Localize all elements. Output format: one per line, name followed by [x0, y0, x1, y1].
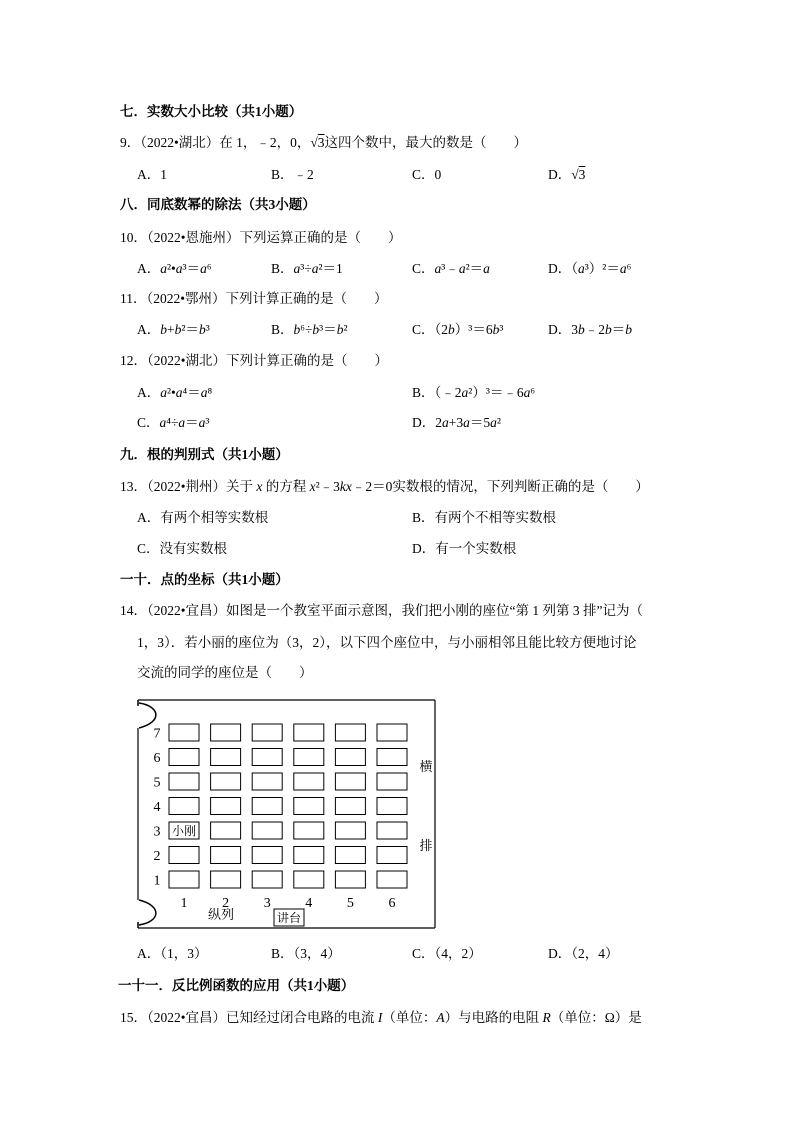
radicand: 3 [578, 167, 586, 182]
math-variable: a [293, 261, 301, 276]
question-stem: 10．（2022•恩施州）下列运算正确的是（ ） [120, 230, 402, 245]
desk [377, 724, 407, 741]
desk [252, 749, 282, 766]
desk [211, 773, 241, 790]
math-variable: a [178, 415, 186, 430]
desk [377, 847, 407, 864]
option-text: 3b﹣2b＝b [571, 322, 632, 337]
math-variable: R [542, 1010, 551, 1025]
question-stem: 12．（2022•湖北）下列计算正确的是（ ） [120, 353, 388, 368]
desk [294, 847, 324, 864]
question-stem: 15．（2022•宜昌）已知经过闭合电路的电流 I（单位：A）与电路的电阻 R（单位：Ω）是 [120, 1010, 642, 1025]
option-label: D． [548, 946, 572, 961]
desk [335, 871, 365, 888]
desk [169, 749, 199, 766]
desk [377, 871, 407, 888]
desk [335, 798, 365, 815]
option-label: A． [137, 261, 161, 276]
math-variable: b [578, 322, 585, 337]
option-text: 有两个相等实数根 [160, 510, 269, 525]
option-text: （2，4） [571, 946, 619, 961]
option-b [412, 510, 556, 526]
radicand: 3 [317, 135, 325, 150]
question-stem: 14．（2022•宜昌）如图是一个教室平面示意图，我们把小刚的座位“第 1 列第 3 排”记为（ [120, 603, 643, 618]
math-variable: a [619, 261, 627, 276]
math-variable: a [175, 385, 183, 400]
desk [211, 798, 241, 815]
desk [335, 847, 365, 864]
math-variable: a [175, 261, 183, 276]
option-label: C． [412, 946, 435, 961]
option-a [137, 510, 268, 526]
math-variable: a [523, 385, 531, 400]
math-variable: a [160, 385, 167, 400]
option-b [271, 167, 314, 183]
option-a [137, 322, 210, 338]
option-text: b⁶÷b³＝b² [293, 322, 348, 337]
option-text: （﹣2a²）³＝﹣6a⁶ [434, 385, 536, 400]
option-text: ﹣2 [293, 167, 314, 182]
option-d [548, 322, 632, 338]
desk [294, 724, 324, 741]
math-variable: b [293, 322, 301, 337]
option-text: a²•a³＝a⁶ [160, 261, 212, 276]
square-root: √3 [571, 167, 586, 182]
desk [211, 871, 241, 888]
option-a [137, 167, 167, 183]
math-variable: k [339, 479, 346, 494]
option-a [137, 385, 212, 401]
math-variable: a [442, 415, 449, 430]
question-stem: 11．（2022•鄂州）下列计算正确的是（ ） [120, 291, 388, 306]
option-label: B． [271, 322, 294, 337]
bottom-door-icon [138, 900, 156, 928]
section-heading: 七．实数大小比较（共1小题） [120, 104, 303, 119]
column-label: 6 [388, 896, 396, 911]
option-d [548, 946, 619, 962]
section-heading: 九．根的判别式（共1小题） [120, 447, 289, 462]
desk [252, 822, 282, 839]
math-variable: a [159, 415, 167, 430]
desk [377, 749, 407, 766]
option-text: （1，3） [160, 946, 208, 961]
option-c [137, 541, 227, 557]
math-variable: a [461, 385, 469, 400]
option-text: （2b）³＝6b³ [434, 322, 504, 337]
desk [294, 871, 324, 888]
math-variable: a [200, 385, 208, 400]
option-text: a³÷a²＝1 [293, 261, 343, 276]
row-label: 6 [153, 751, 161, 766]
math-variable: a [463, 415, 470, 430]
desk [211, 724, 241, 741]
section-heading: 一十．点的坐标（共1小题） [120, 572, 289, 587]
desk [335, 822, 365, 839]
math-variable: b [174, 322, 182, 337]
option-a [137, 261, 212, 277]
row-label: 5 [153, 775, 161, 791]
desk [294, 822, 324, 839]
math-variable: b [605, 322, 612, 337]
desk [169, 871, 199, 888]
math-variable: a [434, 261, 442, 276]
desk [252, 798, 282, 815]
option-b [412, 385, 535, 401]
option-label: C． [137, 541, 160, 556]
classroom-figure [130, 695, 442, 935]
desk [252, 773, 282, 790]
option-b [271, 322, 348, 338]
desk [169, 724, 199, 741]
option-text: a²•a⁴＝a⁸ [160, 385, 213, 400]
option-text: 有两个不相等实数根 [434, 510, 557, 525]
column-label: 5 [346, 896, 354, 911]
desk [252, 871, 282, 888]
math-variable: I [377, 1010, 383, 1025]
option-text: 有一个实数根 [435, 541, 517, 556]
option-label: C． [412, 261, 435, 276]
math-variable: b [625, 322, 632, 337]
option-label: D． [548, 261, 572, 276]
option-c [412, 946, 482, 962]
option-text: 0 [434, 167, 442, 182]
desk [169, 847, 199, 864]
question-stem: 13．（2022•荆州）关于 x 的方程 x²﹣3kx﹣2＝0实数根的情况，下列判断正确的是（ ） [120, 479, 649, 494]
option-label: D． [548, 167, 572, 182]
row-label: 2 [153, 849, 161, 864]
math-variable: b [160, 322, 167, 337]
option-d [548, 261, 631, 277]
option-label: B． [412, 510, 435, 525]
option-a [137, 946, 208, 962]
option-label: C． [412, 167, 435, 182]
desk [377, 798, 407, 815]
desk [252, 724, 282, 741]
option-text: （a³）²＝a⁶ [571, 261, 632, 276]
option-label: C． [137, 415, 160, 430]
option-text: 1 [160, 167, 167, 182]
option-label: B． [271, 946, 294, 961]
question-stem-continued: 交流的同学的座位是（ ） [137, 665, 313, 680]
math-variable: x [256, 479, 263, 494]
math-variable: A [436, 1010, 445, 1025]
option-b [271, 946, 341, 962]
desk [294, 773, 324, 790]
math-variable: a [483, 261, 490, 276]
option-text: 没有实数根 [159, 541, 228, 556]
option-text: b+b²＝b³ [160, 322, 210, 337]
question-stem: 9．（2022•湖北）在 1，﹣2，0，√3这四个数中，最大的数是（ ） [120, 135, 528, 150]
desk [169, 798, 199, 815]
row-label: 3 [153, 824, 161, 840]
math-variable: a [311, 261, 319, 276]
desk [335, 749, 365, 766]
math-variable: b [198, 322, 206, 337]
option-label: A． [137, 946, 161, 961]
option-c [412, 322, 503, 338]
math-variable: b [448, 322, 455, 337]
option-d [412, 415, 501, 431]
column-axis-label: 纵列 [207, 907, 235, 922]
option-text [571, 167, 585, 182]
row-label: 7 [153, 726, 161, 742]
math-variable: x [309, 479, 316, 494]
side-label-bottom: 排 [419, 838, 433, 853]
column-label: 4 [305, 896, 313, 911]
option-d [548, 167, 585, 183]
option-text: （3，4） [293, 946, 341, 961]
math-variable: a [458, 261, 466, 276]
option-d [412, 541, 516, 557]
option-label: A． [137, 510, 161, 525]
math-variable: a [160, 261, 167, 276]
section-heading: 八．同底数幂的除法（共3小题） [120, 197, 316, 212]
math-variable: a [490, 415, 497, 430]
option-label: A． [137, 167, 161, 182]
desk [377, 822, 407, 839]
desk [294, 749, 324, 766]
row-label: 4 [153, 800, 161, 815]
side-label-top: 横 [419, 759, 433, 774]
seat-label: 小刚 [171, 824, 197, 838]
option-text: 2a+3a＝5a² [435, 415, 501, 430]
math-variable: b [492, 322, 500, 337]
option-label: D． [412, 541, 436, 556]
option-label: B． [271, 167, 294, 182]
option-label: D． [412, 415, 436, 430]
option-text: a⁴÷a＝a³ [159, 415, 210, 430]
option-c [412, 167, 441, 183]
desk [211, 749, 241, 766]
option-b [271, 261, 343, 277]
math-variable: b [336, 322, 344, 337]
math-variable: b [312, 322, 320, 337]
option-label: D． [548, 322, 572, 337]
option-c [412, 261, 490, 277]
question-stem-continued: 1，3）．若小丽的座位为（3，2），以下四个座位中，与小丽相邻且能比较方便地讨论 [137, 635, 637, 650]
option-label: A． [137, 385, 161, 400]
desk-grid [169, 724, 407, 888]
math-variable: a [200, 261, 207, 276]
option-label: A． [137, 322, 161, 337]
row-label: 1 [153, 873, 161, 889]
desk [335, 773, 365, 790]
top-door-icon [138, 700, 156, 728]
desk [169, 773, 199, 790]
square-root: √3 [310, 135, 325, 150]
column-label: 3 [263, 896, 271, 911]
desk [377, 773, 407, 790]
option-text: a³﹣a²＝a [434, 261, 490, 276]
podium-label: 讲台 [276, 911, 302, 925]
math-variable: a [198, 415, 206, 430]
math-variable: x [345, 479, 352, 494]
option-label: B． [412, 385, 435, 400]
option-label: C． [412, 322, 435, 337]
desk [335, 724, 365, 741]
column-label: 1 [180, 896, 188, 911]
math-variable: a [578, 261, 585, 276]
desk [211, 847, 241, 864]
desk [211, 822, 241, 839]
option-text: （4，2） [434, 946, 482, 961]
desk [294, 798, 324, 815]
option-label: B． [271, 261, 294, 276]
section-heading: 一十一．反比例函数的应用（共1小题） [118, 978, 355, 993]
desk [252, 847, 282, 864]
option-c [137, 415, 209, 431]
column-label: 2 [222, 896, 230, 911]
